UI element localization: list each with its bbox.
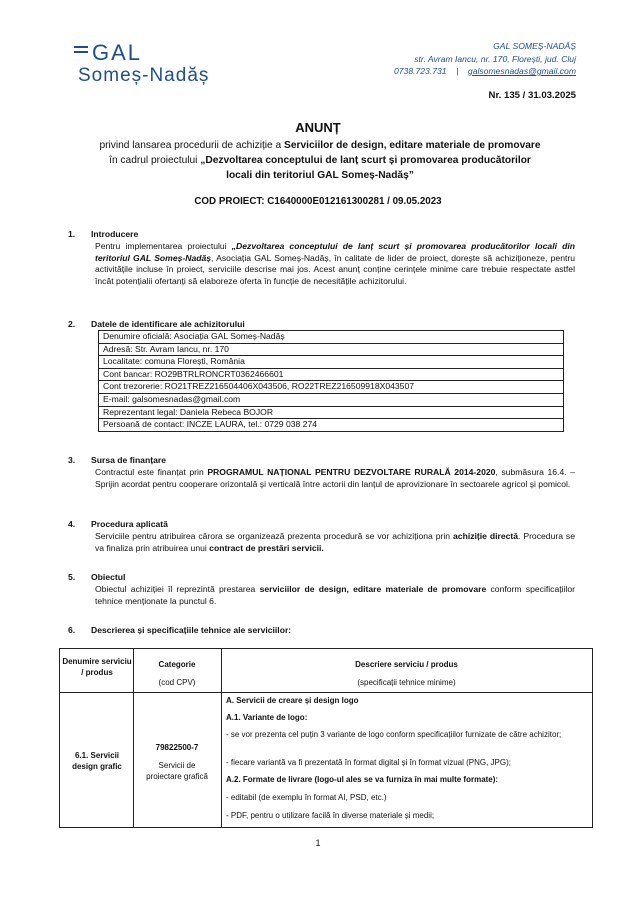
identification-table (98, 330, 564, 432)
table-row (99, 331, 564, 344)
table-row (99, 343, 564, 356)
logo-bars-icon (74, 46, 88, 58)
table-row (99, 356, 564, 369)
project-code: COD PROIECT: C1640000E012161300281 / 09.05.2023 (194, 196, 442, 207)
header-category: Categorie (158, 660, 196, 669)
s4-contract-type: contract de prestări servicii. (209, 542, 324, 553)
reference-number: Nr. 135 / 31.03.2025 (488, 90, 576, 101)
table-row (99, 419, 564, 432)
page-number: 1 (315, 838, 321, 848)
org-separator: | (456, 66, 459, 76)
desc-a1-item-2: - fiecare variantă va fi prezentată în format digital și în format vizual (PNG, JPG); (226, 758, 511, 767)
row-cpv-code: 79822500-7 (155, 743, 199, 752)
header-service-name: Denumire serviciu / produs (62, 657, 132, 677)
row-cpv-description: Servicii de proiectare grafică (146, 761, 208, 781)
desc-a2-title-bold: A.2. Formate de livrare (226, 775, 313, 784)
header-specs: (specificații tehnice minime) (357, 678, 456, 687)
org-phone: 0738.723.731 (393, 66, 447, 76)
desc-a2-item-2: - PDF, pentru o utilizare facilă în diverse materiale și medii; (226, 811, 435, 820)
section-3-paragraph (95, 467, 575, 490)
s5-services: serviciilor de design, editare materiale de promovare (259, 584, 487, 594)
table-row (99, 393, 564, 406)
section-6-title: Descrierea și specificațiile tehnice ale serviciilor: (91, 625, 292, 635)
desc-a2-title-post: (logo-ul ales se va furniza în mai multe formate): (312, 775, 499, 784)
org-email-link[interactable]: galsomesnadas@gmail.com (467, 66, 576, 76)
id-official-name: Denumire oficială: Asociația GAL Someș-Nadăș (99, 331, 564, 344)
column-divider (133, 649, 134, 827)
s3-program-name: PROGRAMUL NAȚIONAL PENTRU DEZVOLTARE RURALĂ 2014-2020 (207, 467, 496, 477)
gal-logo (78, 40, 228, 88)
s4-text-mid: . Procedura se va finaliza prin atribuirea unui (95, 531, 575, 553)
s1-text-pre: Pentru implementarea proiectului (95, 241, 232, 251)
id-treasury-account: Cont trezorerie: RO21TREZ216504406X043506, RO22TREZ216509918X043507 (99, 381, 564, 394)
header-description: Descriere serviciu / produs (355, 660, 458, 669)
section-3-number: 3. (68, 455, 76, 465)
desc-a1-title: A.1. Variante de logo: (226, 713, 308, 722)
org-address: str. Avram Iancu, nr. 170, Florești, jud. Cluj (414, 53, 576, 64)
table-row (99, 381, 564, 394)
table-row (99, 368, 564, 381)
section-1-number: 1. (68, 229, 76, 239)
id-locality: Localitate: comuna Florești, România (99, 356, 564, 369)
id-contact-person: Persoană de contact: INCZE LAURA, tel.: 0729 038 274 (99, 419, 564, 432)
id-legal-rep: Reprezentant legal: Daniela Rebeca BOJOR (99, 406, 564, 419)
s4-direct-purchase: achiziție directă (453, 531, 519, 541)
organization-contact (394, 40, 576, 78)
table-row (99, 406, 564, 419)
subtitle-line3-bold: locali din teritoriul GAL Someș-Nadăș” (226, 170, 414, 181)
s5-text-pre: Obiectul achiziției îl reprezintă prestarea (95, 584, 260, 594)
header-divider (60, 692, 592, 693)
document-title: ANUNȚ (295, 120, 341, 135)
section-5-number: 5. (68, 572, 76, 582)
desc-a2-item-1: - editabil (de exemplu în format AI, PSD, etc.) (226, 793, 387, 802)
subtitle-line2-text: în cadrul proiectului (109, 155, 201, 166)
section-2-number: 2. (68, 319, 76, 329)
section-1-paragraph (95, 241, 575, 287)
section-4-title: Procedura aplicată (91, 519, 168, 529)
row-service-name: 6.1. Servicii design grafic (72, 751, 122, 771)
specifications-table (59, 648, 593, 828)
s4-text-pre: Serviciile pentru atribuirea cărora se organizează prezenta procedură se vor achiziționa prin (95, 531, 454, 541)
section-4-number: 4. (68, 519, 76, 529)
id-bank-account: Cont bancar: RO29BTRLRONCRT0362466601 (99, 368, 564, 381)
section-1-title: Introducere (91, 229, 139, 239)
s1-text-post: , Asociația GAL Someș-Nadăș, în calitate de lider de proiect, dorește să achiziționeze, pentru activitățile incluse în proiect, serviciile descrise mai jos. Acest anunț conține cerințele minime care trebuie respectate astfel încât potențialii ofertanți să elaboreze oferta în funcție de necesitățile achizitorului. (95, 252, 576, 286)
column-divider (221, 649, 222, 827)
section-3-title: Sursa de finanțare (91, 455, 166, 465)
s3-text-pre: Contractul este finanțat prin (95, 467, 208, 477)
section-2-title: Datele de identificare ale achizitorului (91, 319, 245, 329)
desc-a2-title (226, 774, 586, 785)
s3-text-post: , submăsura 16.4. – Sprijin acordat pentru cooperare orizontală și verticală între actorii din lanțul de aprovizionare în sectoarele agricol și pomicol. (95, 467, 575, 489)
id-email: E-mail: galsomesnadas@gmail.com (99, 393, 564, 406)
id-address: Adresă: Str. Avram Iancu, nr. 170 (99, 343, 564, 356)
org-name: GAL SOMEȘ-NADĂȘ (493, 41, 576, 51)
section-5-title: Obiectul (91, 572, 126, 582)
section-4-paragraph (95, 531, 575, 554)
s1-project-name: „Dezvoltarea conceptului de lanț scurt și promovarea producătorilor locali din teritoriul GAL Someș-Nadăș (95, 241, 575, 263)
logo-text-gal: GAL (92, 40, 143, 65)
subtitle-line2-bold: „Dezvoltarea conceptului de lanț scurt și promovarea producătorilor (200, 155, 531, 166)
s5-text-post: conform specificațiilor tehnice menționate la punctul 6. (95, 584, 575, 606)
document-subtitle (70, 138, 570, 183)
section-5-paragraph (95, 584, 575, 607)
header-cpv: (cod CPV) (158, 678, 196, 687)
subtitle-line1-bold: Serviciilor de design, editare materiale de promovare (284, 140, 541, 151)
subtitle-line1-text: privind lansarea procedurii de achiziție a (99, 140, 285, 151)
section-6-number: 6. (68, 625, 76, 635)
logo-text-somes-nadas: Someș-Nadăș (78, 65, 210, 86)
desc-a-title: A. Servicii de creare și design logo (226, 696, 359, 705)
desc-a1-item-1: - se vor prezenta cel puțin 3 variante de logo conform specificațiilor furnizate de către achizitor; (226, 730, 562, 739)
